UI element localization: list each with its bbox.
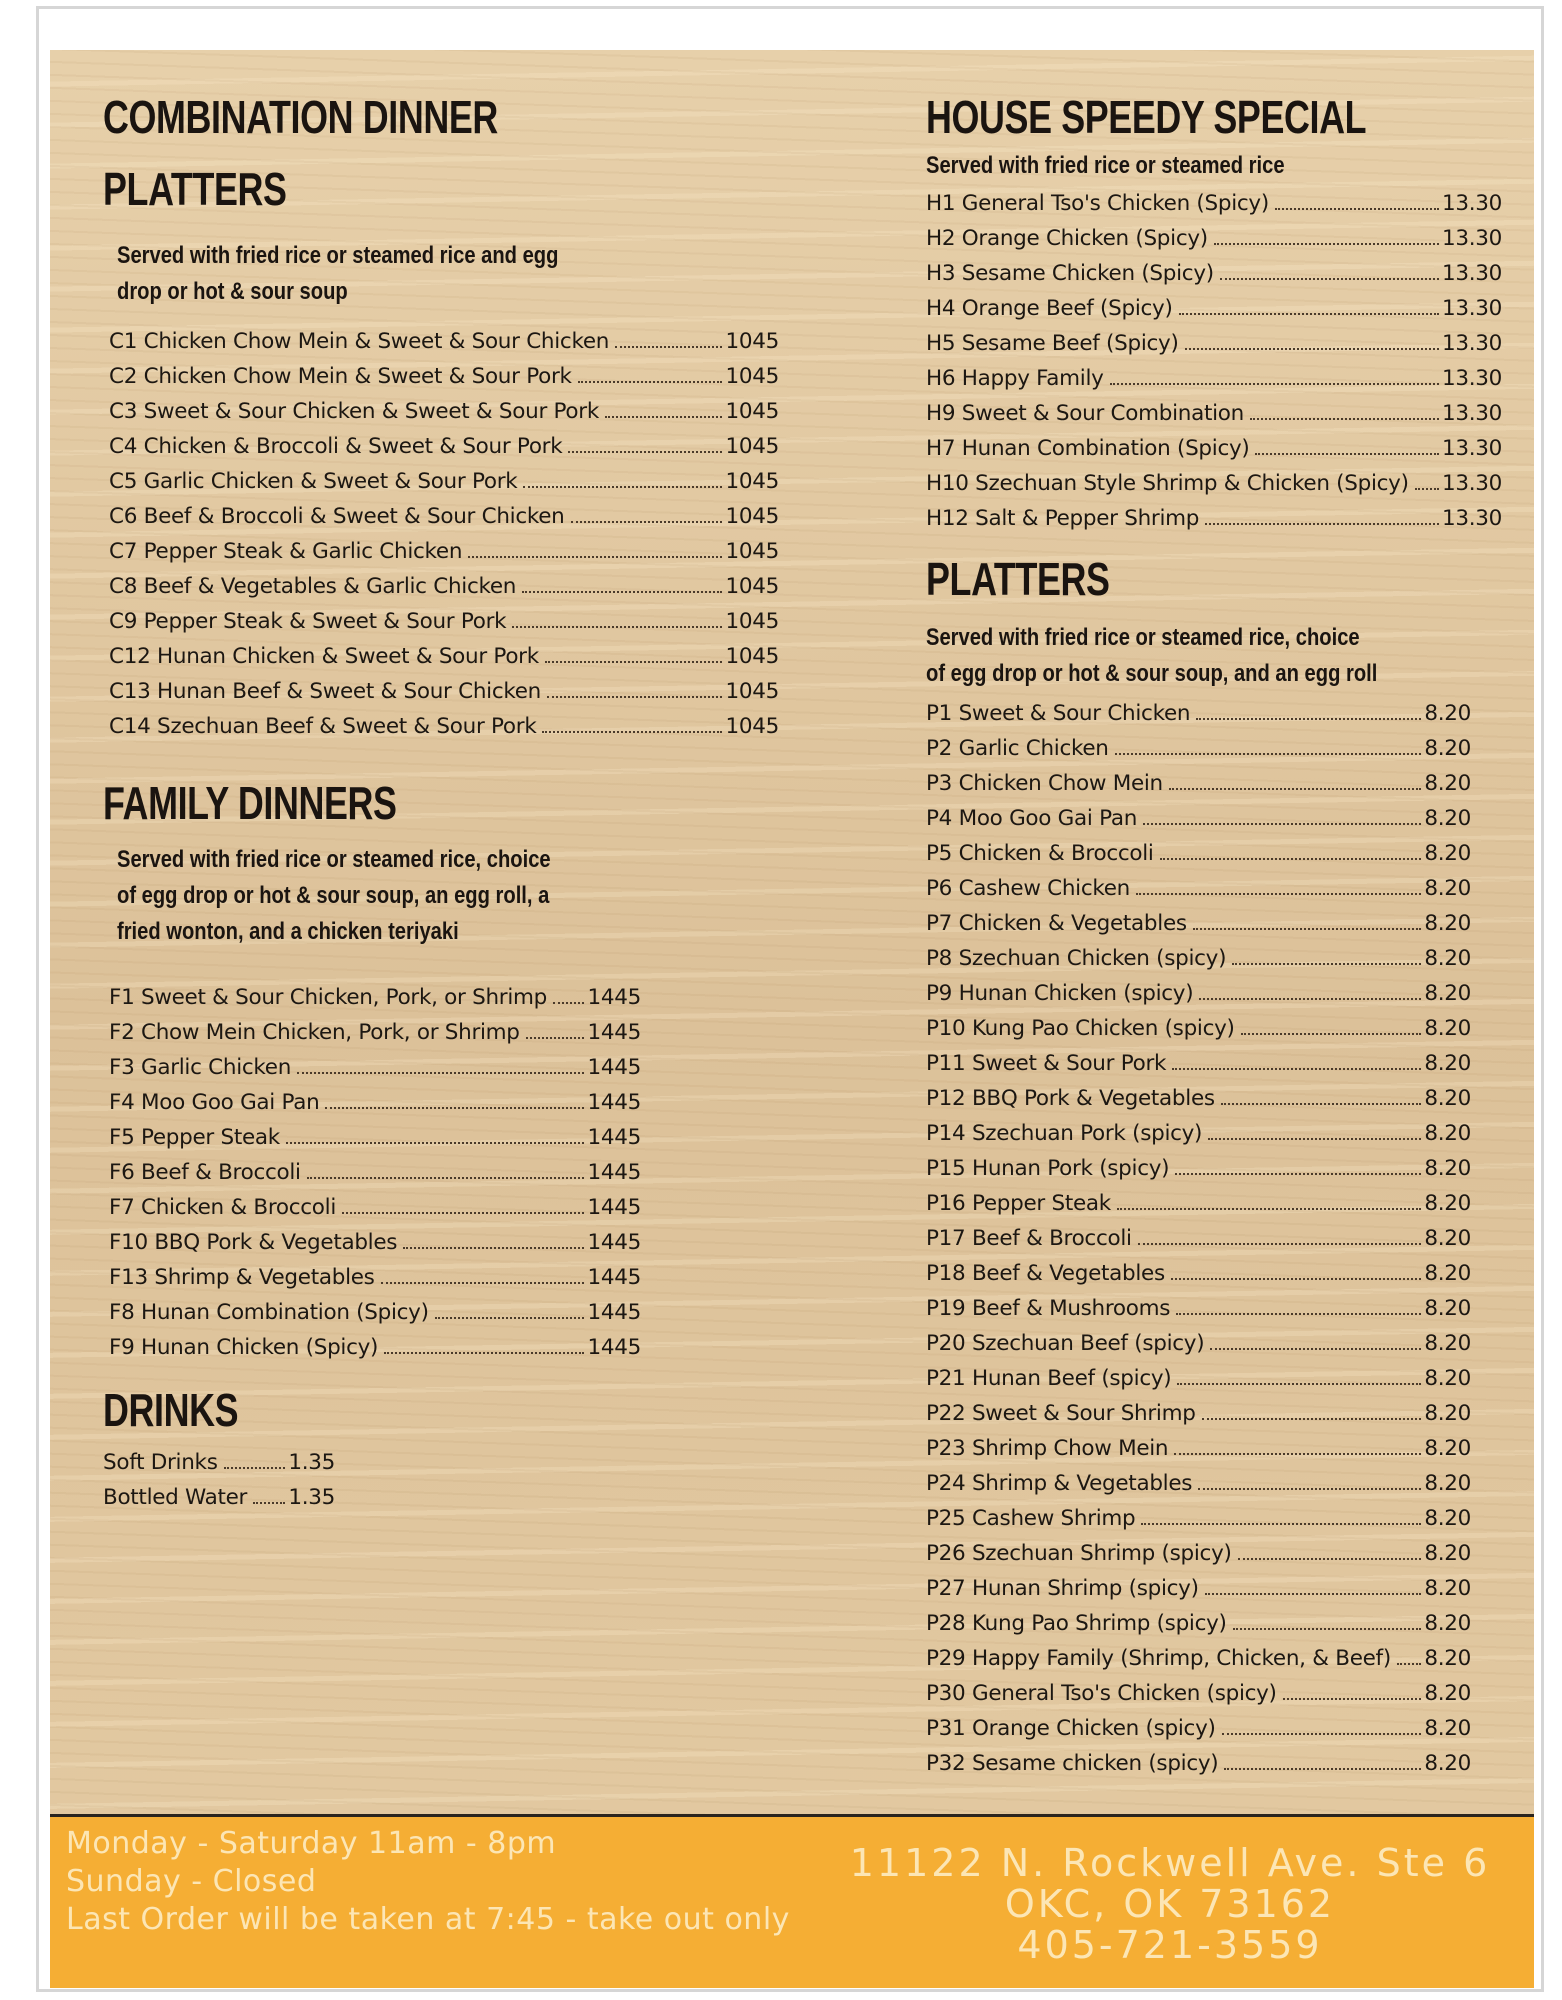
dot-leader <box>1415 487 1439 490</box>
dot-leader <box>547 695 722 698</box>
item-price: 1045 <box>725 469 779 494</box>
item-name: C13 Hunan Beef & Sweet & Sour Chicken <box>109 679 541 704</box>
item-price: 8.20 <box>1424 911 1471 936</box>
dot-leader <box>1171 1277 1421 1280</box>
item-price: 8.20 <box>1424 1191 1471 1216</box>
item-price: 8.20 <box>1424 1156 1471 1181</box>
item-price: 1445 <box>587 985 641 1010</box>
menu-item <box>109 1225 641 1260</box>
dot-leader <box>1222 1732 1422 1735</box>
item-price: 13.30 <box>1441 401 1502 426</box>
dot-leader <box>1179 312 1439 315</box>
menu-item <box>926 186 1502 221</box>
item-price: 8.20 <box>1424 771 1471 796</box>
menu-item <box>926 1396 1471 1431</box>
menu-item <box>926 906 1471 941</box>
menu-item <box>926 1466 1471 1501</box>
dot-leader <box>1205 1592 1422 1595</box>
menu-item <box>926 1081 1471 1116</box>
item-price: 13.30 <box>1441 471 1502 496</box>
item-name: P5 Chicken & Broccoli <box>926 841 1154 866</box>
dot-leader <box>1199 997 1421 1000</box>
menu-item <box>926 696 1471 731</box>
dot-leader <box>1283 1697 1422 1700</box>
menu-item <box>926 1046 1471 1081</box>
item-name: P8 Szechuan Chicken (spicy) <box>926 946 1227 971</box>
dot-leader <box>253 1501 285 1504</box>
item-name: P3 Chicken Chow Mein <box>926 771 1163 796</box>
address-block <box>820 1843 1520 1966</box>
item-price: 8.20 <box>1424 876 1471 901</box>
item-name: C7 Pepper Steak & Garlic Chicken <box>109 539 463 564</box>
item-name: F4 Moo Goo Gai Pan <box>109 1090 320 1115</box>
item-price: 13.30 <box>1441 506 1502 531</box>
menu-item <box>926 1151 1471 1186</box>
item-price: 1445 <box>587 1055 641 1080</box>
item-name: P12 BBQ Pork & Vegetables <box>926 1086 1215 1111</box>
platters-note-line1: Served with fried rice or steamed rice, choice <box>926 624 1360 651</box>
item-name: F7 Chicken & Broccoli <box>109 1195 336 1220</box>
dot-leader <box>1202 1417 1422 1420</box>
dot-leader <box>1138 1242 1422 1245</box>
item-name: P17 Beef & Broccoli <box>926 1226 1132 1251</box>
item-price: 8.20 <box>1424 1506 1471 1531</box>
dot-leader <box>1208 1137 1421 1140</box>
item-name: F10 BBQ Pork & Vegetables <box>109 1230 398 1255</box>
item-price: 8.20 <box>1424 981 1471 1006</box>
dot-leader <box>1110 382 1439 385</box>
menu-item <box>926 1536 1471 1571</box>
item-name: H12 Salt & Pepper Shrimp <box>926 506 1200 531</box>
combination-note-line1: Served with fried rice or steamed rice and egg <box>117 242 559 269</box>
item-name: C9 Pepper Steak & Sweet & Sour Pork <box>109 609 507 634</box>
dot-leader <box>1221 1102 1422 1105</box>
menu-item <box>926 731 1471 766</box>
dot-leader <box>1185 347 1439 350</box>
menu-item <box>109 464 779 499</box>
menu-item <box>109 1155 641 1190</box>
item-price: 8.20 <box>1424 1296 1471 1321</box>
dot-leader <box>403 1246 584 1249</box>
item-name: P29 Happy Family (Shrimp, Chicken, & Beef) <box>926 1646 1391 1671</box>
item-name: P15 Hunan Pork (spicy) <box>926 1156 1170 1181</box>
item-name: P18 Beef & Vegetables <box>926 1261 1165 1286</box>
item-name: P9 Hunan Chicken (spicy) <box>926 981 1194 1006</box>
menu-item <box>926 801 1471 836</box>
item-name: P2 Garlic Chicken <box>926 736 1109 761</box>
dot-leader <box>568 450 722 453</box>
dot-leader <box>1205 522 1439 525</box>
menu-item <box>926 1501 1471 1536</box>
item-price: 1445 <box>587 1160 641 1185</box>
item-name: Bottled Water <box>103 1485 248 1510</box>
dot-leader <box>297 1071 584 1074</box>
item-name: H3 Sesame Chicken (Spicy) <box>926 261 1214 286</box>
item-price: 13.30 <box>1441 436 1502 461</box>
item-price: 1445 <box>587 1020 641 1045</box>
dot-leader <box>522 590 722 593</box>
dot-leader <box>1220 277 1439 280</box>
dot-leader <box>1175 1172 1421 1175</box>
item-price: 1445 <box>587 1230 641 1255</box>
item-name: C6 Beef & Broccoli & Sweet & Sour Chicken <box>109 504 565 529</box>
dot-leader <box>523 485 722 488</box>
family-note-line2: of egg drop or hot & sour soup, an egg roll, a <box>117 882 550 909</box>
item-name: P1 Sweet & Sour Chicken <box>926 701 1191 726</box>
menu-item <box>109 394 779 429</box>
combination-list <box>109 324 779 744</box>
item-price: 8.20 <box>1424 1646 1471 1671</box>
item-price: 8.20 <box>1424 1121 1471 1146</box>
item-price: 1045 <box>725 714 779 739</box>
item-price: 8.20 <box>1424 1401 1471 1426</box>
dot-leader <box>615 345 722 348</box>
dot-leader <box>1172 1067 1421 1070</box>
dot-leader <box>1174 1452 1421 1455</box>
item-price: 8.20 <box>1424 1051 1471 1076</box>
item-price: 13.30 <box>1441 261 1502 286</box>
item-price: 1045 <box>725 399 779 424</box>
left-column <box>103 88 838 1515</box>
item-name: H2 Orange Chicken (Spicy) <box>926 226 1208 251</box>
dot-leader <box>342 1211 584 1214</box>
item-name: P31 Orange Chicken (spicy) <box>926 1716 1216 1741</box>
dot-leader <box>1196 717 1421 720</box>
item-name: P28 Kung Pao Shrimp (spicy) <box>926 1611 1227 1636</box>
menu-item <box>109 1260 641 1295</box>
item-name: C2 Chicken Chow Mein & Sweet & Sour Pork <box>109 364 572 389</box>
combination-note-line2: drop or hot & sour soup <box>117 278 348 305</box>
item-price: 8.20 <box>1424 1541 1471 1566</box>
item-price: 13.30 <box>1441 331 1502 356</box>
item-name: H6 Happy Family <box>926 366 1104 391</box>
item-name: F5 Pepper Steak <box>109 1125 280 1150</box>
menu-item <box>109 604 779 639</box>
dot-leader <box>526 1036 585 1039</box>
item-price: 1045 <box>725 504 779 529</box>
menu-item <box>109 709 779 744</box>
menu-item <box>926 1326 1471 1361</box>
item-price: 8.20 <box>1424 841 1471 866</box>
menu-item <box>926 976 1471 1011</box>
menu-sheet <box>50 50 1534 1988</box>
menu-item <box>103 1480 335 1515</box>
dot-leader <box>1169 787 1421 790</box>
item-price: 8.20 <box>1424 1226 1471 1251</box>
item-price: 13.30 <box>1441 296 1502 321</box>
item-name: F3 Garlic Chicken <box>109 1055 292 1080</box>
platters-note-line2: of egg drop or hot & sour soup, and an egg roll <box>926 660 1378 687</box>
menu-item <box>103 1445 335 1480</box>
city-state-zip: OKC, OK 73162 <box>1004 1882 1336 1926</box>
item-name: C4 Chicken & Broccoli & Sweet & Sour Pork <box>109 434 563 459</box>
menu-item <box>109 1085 641 1120</box>
item-price: 8.20 <box>1424 1576 1471 1601</box>
dot-leader <box>553 1001 584 1004</box>
item-name: H10 Szechuan Style Shrimp & Chicken (Spicy) <box>926 471 1409 496</box>
item-price: 8.20 <box>1424 1086 1471 1111</box>
menu-item <box>109 534 779 569</box>
menu-item <box>109 1330 641 1365</box>
item-name: C8 Beef & Vegetables & Garlic Chicken <box>109 574 517 599</box>
house-list <box>926 186 1502 536</box>
item-name: P10 Kung Pao Chicken (spicy) <box>926 1016 1235 1041</box>
item-price: 8.20 <box>1424 1331 1471 1356</box>
item-price: 8.20 <box>1424 1366 1471 1391</box>
dot-leader <box>1177 1382 1421 1385</box>
menu-item <box>109 674 779 709</box>
combination-title-line1: COMBINATION DINNER <box>103 91 498 143</box>
item-name: P11 Sweet & Sour Pork <box>926 1051 1167 1076</box>
dot-leader <box>381 1281 585 1284</box>
item-price: 8.20 <box>1424 1611 1471 1636</box>
menu-item <box>926 466 1502 501</box>
family-list <box>109 980 641 1365</box>
right-column <box>926 88 1516 1781</box>
family-note-line3: fried wonton, and a chicken teriyaki <box>117 918 459 945</box>
item-price: 1045 <box>725 364 779 389</box>
menu-item <box>926 1606 1471 1641</box>
dot-leader <box>307 1176 585 1179</box>
dot-leader <box>1193 927 1422 930</box>
dot-leader <box>1233 1627 1422 1630</box>
menu-item <box>109 1050 641 1085</box>
item-name: H1 General Tso's Chicken (Spicy) <box>926 191 1269 216</box>
family-note-line1: Served with fried rice or steamed rice, choice <box>117 846 551 873</box>
hours-block <box>66 1825 790 1939</box>
item-name: H9 Sweet & Sour Combination <box>926 401 1244 426</box>
item-price: 1445 <box>587 1265 641 1290</box>
item-name: P24 Shrimp & Vegetables <box>926 1471 1193 1496</box>
dot-leader <box>1117 1207 1421 1210</box>
item-name: C1 Chicken Chow Mein & Sweet & Sour Chicken <box>109 329 610 354</box>
dot-leader <box>1232 962 1421 965</box>
item-price: 8.20 <box>1424 1681 1471 1706</box>
menu-item <box>926 1256 1471 1291</box>
item-price: 1045 <box>725 329 779 354</box>
item-price: 8.20 <box>1424 1751 1471 1776</box>
item-name: P14 Szechuan Pork (spicy) <box>926 1121 1203 1146</box>
dot-leader <box>286 1141 585 1144</box>
phone-number: 405-721-3559 <box>1017 1923 1323 1967</box>
dot-leader <box>224 1466 286 1469</box>
item-name: P7 Chicken & Vegetables <box>926 911 1187 936</box>
item-name: P22 Sweet & Sour Shrimp <box>926 1401 1196 1426</box>
footer-banner <box>50 1814 1534 1988</box>
item-price: 1.35 <box>288 1450 335 1475</box>
dot-leader <box>325 1106 584 1109</box>
drinks-title: DRINKS <box>103 1384 239 1436</box>
menu-item <box>926 1571 1471 1606</box>
dot-leader <box>542 730 722 733</box>
menu-item <box>926 396 1502 431</box>
menu-item <box>926 221 1502 256</box>
menu-item <box>926 1361 1471 1396</box>
item-price: 13.30 <box>1441 226 1502 251</box>
dot-leader <box>1250 417 1439 420</box>
item-name: C5 Garlic Chicken & Sweet & Sour Pork <box>109 469 518 494</box>
menu-item <box>109 1295 641 1330</box>
item-price: 13.30 <box>1441 366 1502 391</box>
menu-item <box>109 639 779 674</box>
item-name: P19 Beef & Mushrooms <box>926 1296 1171 1321</box>
item-name: C3 Sweet & Sour Chicken & Sweet & Sour Pork <box>109 399 599 424</box>
menu-item <box>109 359 779 394</box>
menu-item <box>926 1676 1471 1711</box>
hours-weekdays: Monday - Saturday 11am - 8pm <box>66 1826 557 1861</box>
platters-title: PLATTERS <box>926 553 1110 605</box>
item-name: F8 Hunan Combination (Spicy) <box>109 1300 429 1325</box>
item-price: 1045 <box>725 679 779 704</box>
menu-item <box>926 1641 1471 1676</box>
item-price: 8.20 <box>1424 1716 1471 1741</box>
item-price: 8.20 <box>1424 1261 1471 1286</box>
item-price: 1045 <box>725 539 779 564</box>
menu-item <box>109 1015 641 1050</box>
item-name: H5 Sesame Beef (Spicy) <box>926 331 1179 356</box>
dot-leader <box>1136 892 1421 895</box>
menu-item <box>926 501 1502 536</box>
item-price: 8.20 <box>1424 1016 1471 1041</box>
item-price: 1445 <box>587 1090 641 1115</box>
item-name: F13 Shrimp & Vegetables <box>109 1265 375 1290</box>
item-price: 1445 <box>587 1335 641 1360</box>
dot-leader <box>384 1351 584 1354</box>
item-price: 13.30 <box>1441 191 1502 216</box>
dot-leader <box>512 625 722 628</box>
menu-item <box>926 256 1502 291</box>
item-price: 8.20 <box>1424 736 1471 761</box>
dot-leader <box>1198 1487 1421 1490</box>
item-name: F1 Sweet & Sour Chicken, Pork, or Shrimp <box>109 985 547 1010</box>
dot-leader <box>1160 857 1422 860</box>
item-name: P16 Pepper Steak <box>926 1191 1111 1216</box>
dot-leader <box>1210 1347 1421 1350</box>
menu-item <box>109 324 779 359</box>
menu-item <box>926 836 1471 871</box>
hours-sunday: Sunday - Closed <box>66 1864 317 1899</box>
menu-item <box>926 1186 1471 1221</box>
item-price: 8.20 <box>1424 1471 1471 1496</box>
item-name: Soft Drinks <box>103 1450 218 1475</box>
menu-item <box>926 1221 1471 1256</box>
item-price: 8.20 <box>1424 1436 1471 1461</box>
dot-leader <box>1214 242 1439 245</box>
menu-item <box>109 1120 641 1155</box>
dot-leader <box>1275 207 1439 210</box>
menu-item <box>926 766 1471 801</box>
menu-item <box>926 361 1502 396</box>
menu-item <box>109 1190 641 1225</box>
dot-leader <box>1241 1032 1422 1035</box>
menu-item <box>109 569 779 604</box>
item-price: 8.20 <box>1424 701 1471 726</box>
menu-item <box>926 431 1502 466</box>
menu-item <box>109 980 641 1015</box>
menu-item <box>926 326 1502 361</box>
dot-leader <box>1224 1767 1421 1770</box>
menu-item <box>926 941 1471 976</box>
house-title: HOUSE SPEEDY SPECIAL <box>926 91 1367 143</box>
item-name: P23 Shrimp Chow Mein <box>926 1436 1169 1461</box>
item-name: H4 Orange Beef (Spicy) <box>926 296 1173 321</box>
item-price: 1045 <box>725 644 779 669</box>
dot-leader <box>435 1316 585 1319</box>
item-price: 1445 <box>587 1195 641 1220</box>
item-name: P27 Hunan Shrimp (spicy) <box>926 1576 1199 1601</box>
menu-item <box>926 871 1471 906</box>
menu-item <box>926 1711 1471 1746</box>
dot-leader <box>468 555 722 558</box>
menu-item <box>109 429 779 464</box>
drinks-list <box>103 1445 335 1515</box>
dot-leader <box>571 520 723 523</box>
item-price: 1045 <box>725 574 779 599</box>
item-name: C14 Szechuan Beef & Sweet & Sour Pork <box>109 714 537 739</box>
menu-item <box>926 1431 1471 1466</box>
menu-item <box>109 499 779 534</box>
house-note: Served with fried rice or steamed rice <box>926 152 1285 179</box>
dot-leader <box>1115 752 1422 755</box>
item-name: F6 Beef & Broccoli <box>109 1160 301 1185</box>
menu-item <box>926 291 1502 326</box>
item-name: P26 Szechuan Shrimp (spicy) <box>926 1541 1232 1566</box>
menu-item <box>926 1746 1471 1781</box>
menu-item <box>926 1116 1471 1151</box>
item-name: H7 Hunan Combination (Spicy) <box>926 436 1250 461</box>
item-name: C12 Hunan Chicken & Sweet & Sour Pork <box>109 644 539 669</box>
last-order-note: Last Order will be taken at 7:45 - take out only <box>66 1902 790 1937</box>
item-name: P25 Cashew Shrimp <box>926 1506 1136 1531</box>
dot-leader <box>545 660 723 663</box>
item-name: P6 Cashew Chicken <box>926 876 1131 901</box>
item-price: 1445 <box>587 1300 641 1325</box>
combination-title-line2: PLATTERS <box>103 163 287 215</box>
item-name: P30 General Tso's Chicken (spicy) <box>926 1681 1277 1706</box>
dot-leader <box>1255 452 1438 455</box>
dot-leader <box>578 380 723 383</box>
dot-leader <box>1176 1312 1421 1315</box>
item-name: P21 Hunan Beef (spicy) <box>926 1366 1172 1391</box>
item-name: P4 Moo Goo Gai Pan <box>926 806 1138 831</box>
item-price: 1045 <box>725 434 779 459</box>
item-price: 8.20 <box>1424 806 1471 831</box>
item-name: P32 Sesame chicken (spicy) <box>926 1751 1219 1776</box>
menu-item <box>926 1291 1471 1326</box>
dot-leader <box>1143 822 1421 825</box>
platters-list <box>926 696 1471 1781</box>
dot-leader <box>1238 1557 1422 1560</box>
item-price: 1445 <box>587 1125 641 1150</box>
dot-leader <box>605 415 722 418</box>
item-price: 1.35 <box>288 1485 335 1510</box>
menu-item <box>926 1011 1471 1046</box>
dot-leader <box>1397 1662 1421 1665</box>
street-address: 11122 N. Rockwell Ave. Ste 6 <box>849 1841 1491 1885</box>
family-title: FAMILY DINNERS <box>103 777 397 829</box>
item-name: F2 Chow Mein Chicken, Pork, or Shrimp <box>109 1020 520 1045</box>
item-name: P20 Szechuan Beef (spicy) <box>926 1331 1205 1356</box>
item-name: F9 Hunan Chicken (Spicy) <box>109 1335 379 1360</box>
dot-leader <box>1141 1522 1421 1525</box>
item-price: 8.20 <box>1424 946 1471 971</box>
item-price: 1045 <box>725 609 779 634</box>
